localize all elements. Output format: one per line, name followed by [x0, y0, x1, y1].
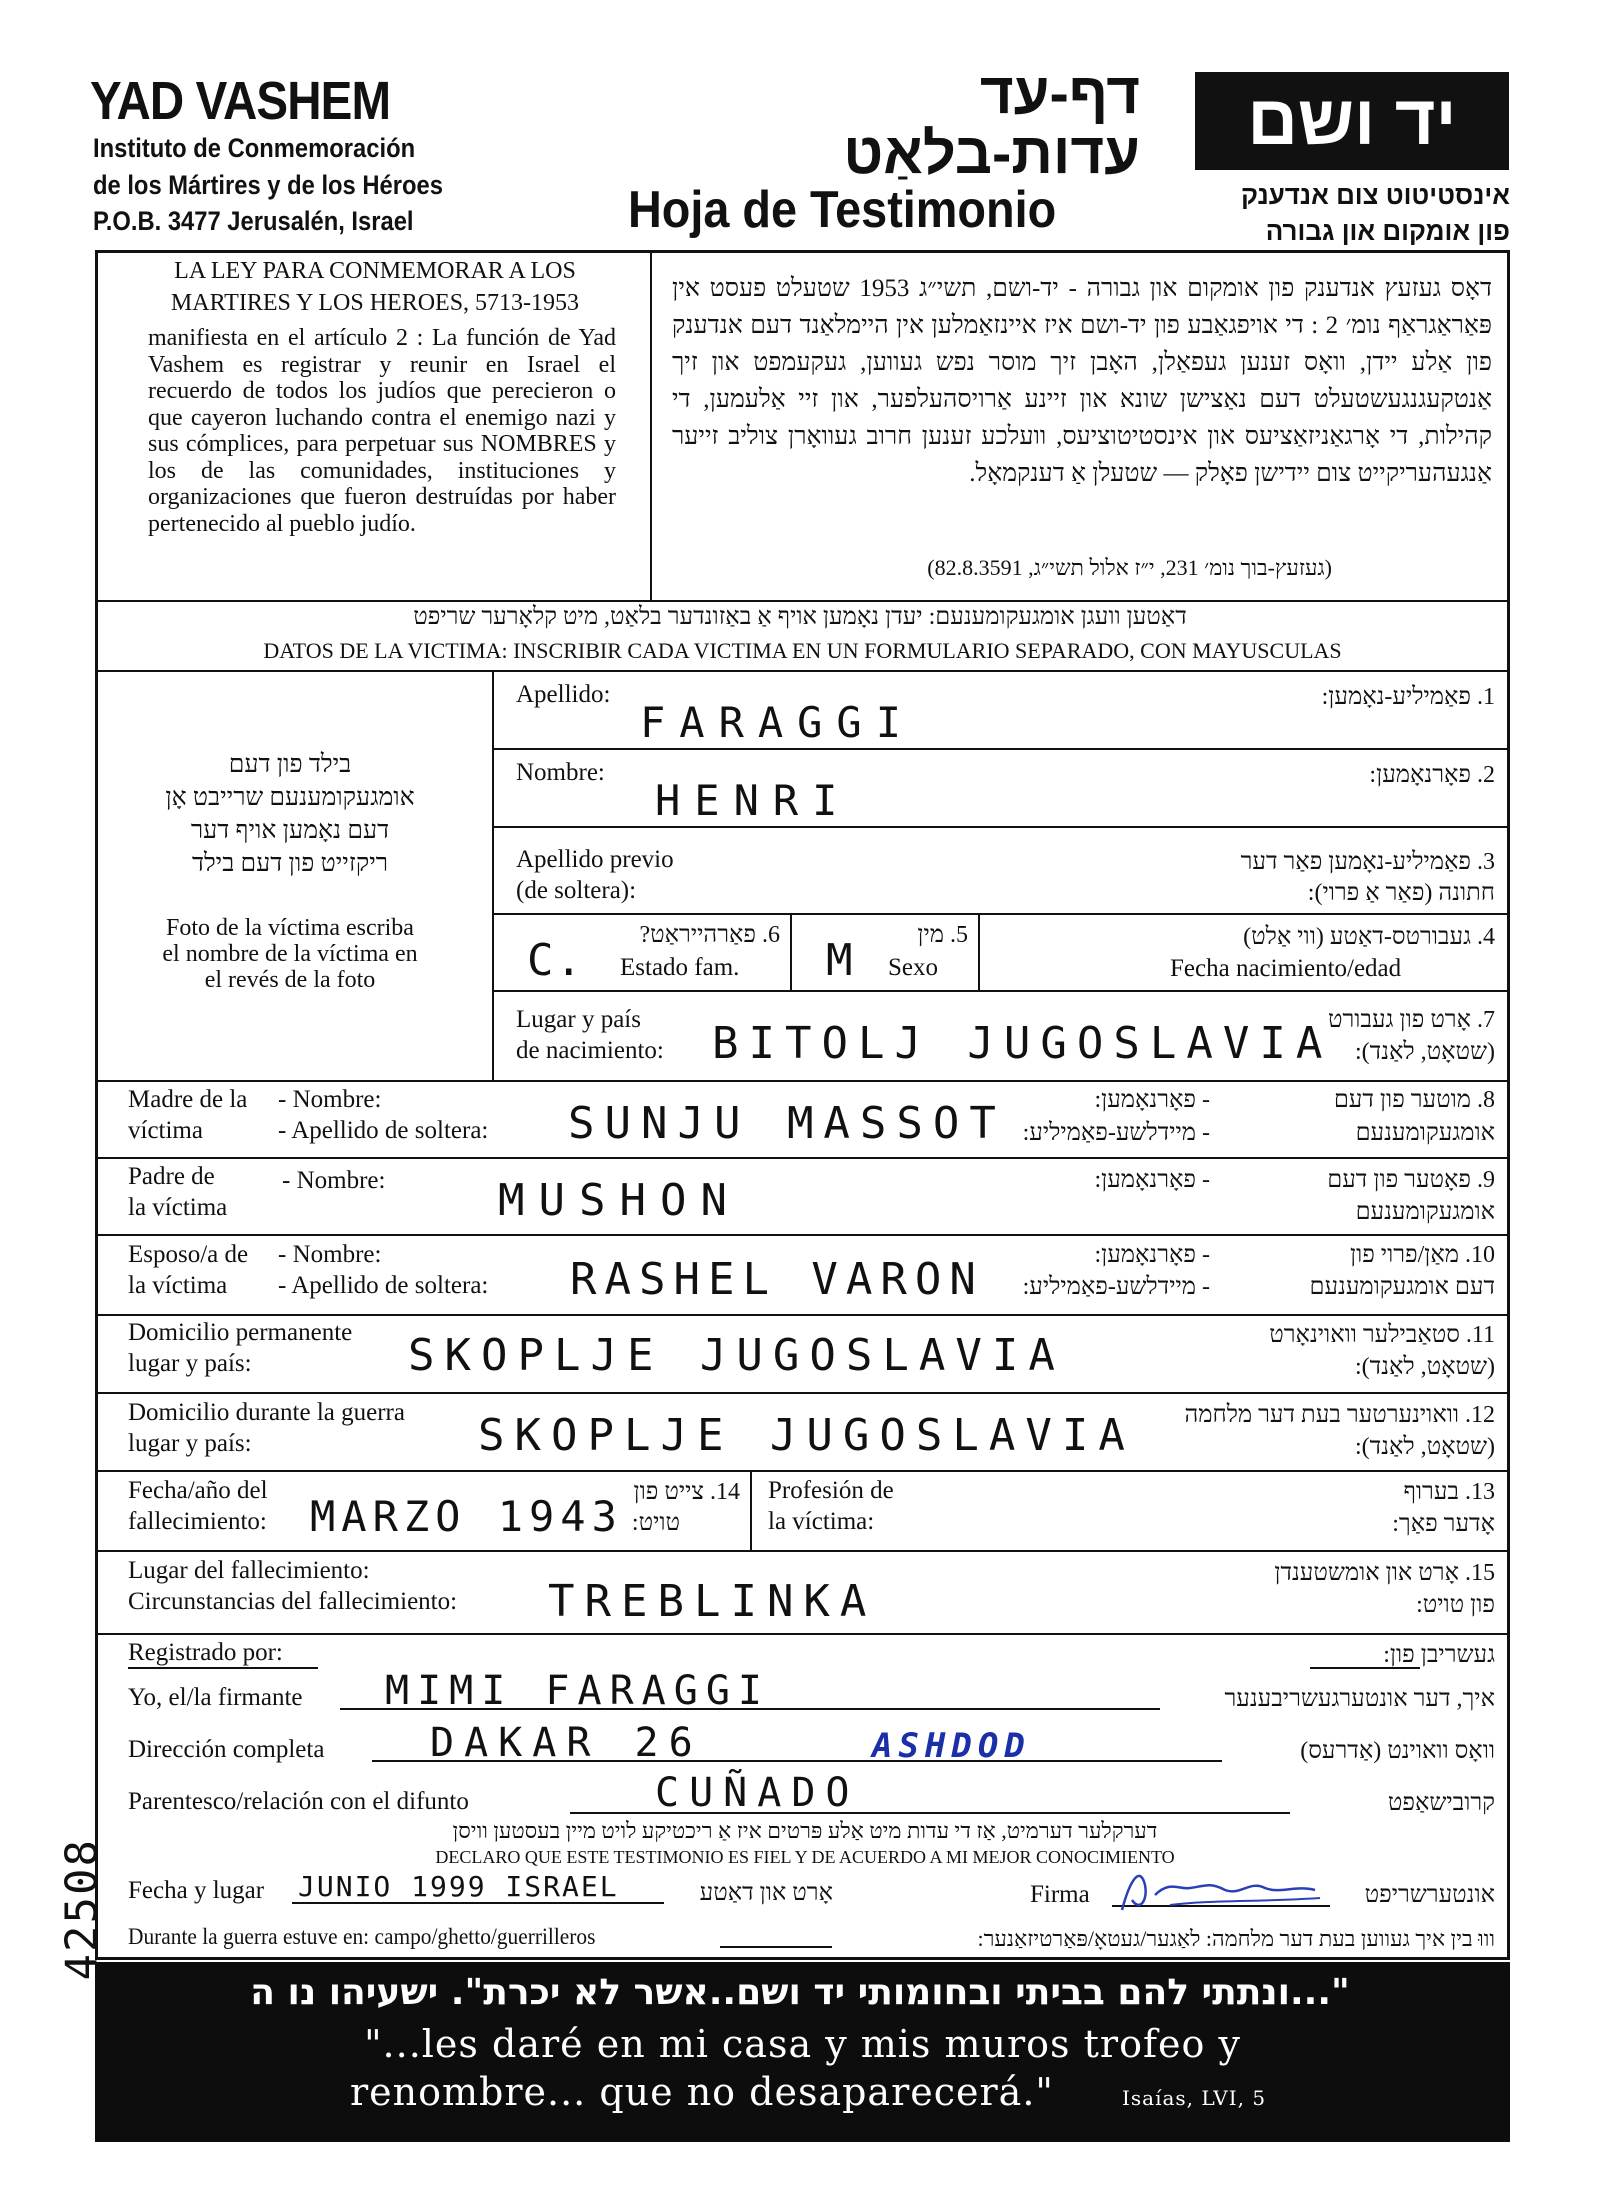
field-spouse-label-2: la víctima: [128, 1272, 228, 1299]
date-place-label: Fecha y lugar: [128, 1877, 265, 1904]
org-line-1: Instituto de Conmemoración: [93, 133, 416, 163]
field-wartime-address-label: Domicilio durante la guerra: [128, 1399, 405, 1426]
footer-quote-hebrew: "...ונתתי להם בביתי ובחומותי יד ושם..אשר לא יכרת". ישעיהו נו ה: [250, 1972, 1350, 2013]
law-text-hebrew: דאָס געזעץ אנדענק פון אומקום און גבורה - יד-ושם, תשי״ג 1953 שטעלט פעסט אין פּאַראַגראַף נומ׳ 2 : די אויפגאַבע פון יד-ושם איז איינזאַמלען אין היימלאַנד דעם אנדענק פון אַלע יידן, וואָס זענען געפאַלן, האָבן זיך מוסר נפש געווען, געקעמפט און זיך אַנטקעגנגעשטעלט דעם נאַצישן שונא און זיינע אַרויסהעלפער, און זיי אַלעמען, די קהילות, די אָרגאַניזאַציעס און אינסטיטוציעס, וועלכע זענען חרוב געוואָרן צוליב זייער אַנגעהעריקייט צום יידישן פאָלק — שטעלן אַ דענקמאָל.: [672, 275, 1492, 487]
signer-name-label: Yo, el/la firmante: [128, 1684, 303, 1711]
declaration-hebrew: דערקלער דערמיט, אַז די עדות מיט אַלע פּרטים איז אַ ריכטיקע לויט מיין בעסטען וויסן: [452, 1818, 1158, 1843]
field-death-place-value[interactable]: TREBLINKA: [548, 1576, 877, 1627]
field-mother-hebrew-1: 8. מוטער פון דעם: [1333, 1087, 1495, 1113]
field-marital-hebrew: 6. פאַרהייראַט?: [639, 922, 780, 948]
photo-instructions-hebrew: בילד פון דעם אומגעקומענעם שרייבט אָן דעם נאָמען אויף דער ריקזייט פון דעם בילד: [165, 751, 415, 877]
field-mother-value[interactable]: SUNJU MASSOT: [568, 1098, 1006, 1149]
field-permanent-address-hebrew-2: (שטאָט, לאַנד):: [1354, 1354, 1495, 1380]
field-father-label-2: la víctima: [128, 1194, 228, 1221]
field-death-date-value[interactable]: MARZO 1943: [310, 1492, 623, 1541]
field-birthplace-hebrew-2: (שטאָט, לאַנד):: [1354, 1039, 1495, 1065]
field-permanent-address-value[interactable]: SKOPLJE JUGOSLAVIA: [408, 1330, 1065, 1381]
page-title: Hoja de Testimonio: [628, 181, 1057, 239]
field-death-date-hebrew-1: 14. צייט פון: [633, 1479, 740, 1505]
field-firstname-value[interactable]: HENRI: [655, 776, 852, 825]
field-permanent-address-label-2: lugar y país:: [128, 1350, 252, 1377]
law-heading-1: LA LEY PARA CONMEMORAR A LOS: [174, 258, 576, 284]
logo-subtitle-2: פון אומקום און גבורה: [1265, 216, 1510, 246]
field-spouse-hebrew-1: 10. מאַן/פרוי פון: [1349, 1242, 1495, 1268]
field-profession-label-2: la víctima:: [768, 1508, 875, 1535]
field-firstname-label-hebrew: 2. פאָרנאָמען:: [1369, 762, 1495, 788]
field-sex-hebrew: 5. מין: [917, 922, 968, 948]
war-location-hebrew: וווּ בין איך געווען בעת דער מלחמה: לאַגער/געטאָ/פּאַרטיזאַנער:: [977, 1926, 1495, 1951]
title-hebrew-1: דף-עד: [979, 61, 1140, 126]
field-mother-maiden-hebrew: - מיידלשע-פאַמיליע:: [1022, 1120, 1210, 1146]
field-spouse-maiden-hebrew: - מיידלשע-פאַמיליע:: [1022, 1274, 1210, 1300]
field-mother-name-label: - Nombre:: [278, 1086, 382, 1113]
relation-hebrew: קרובישאַפט: [1387, 1790, 1495, 1816]
victim-instructions-hebrew: דאַטען וועגן אומגעקומענעם: יעדן נאָמען אויף אַ באַזונדער בלאַט, מיט קלאָרער שריפט: [413, 604, 1187, 630]
field-previous-surname-label-2: (de soltera):: [516, 877, 637, 904]
field-previous-surname-hebrew-2: חתונה (פאַר אַ פרוי):: [1307, 880, 1495, 906]
field-mother-label-2: víctima: [128, 1117, 203, 1144]
org-name: YAD VASHEM: [90, 71, 391, 131]
field-surname-label-hebrew: 1. פאַמיליע-נאָמען:: [1321, 684, 1495, 710]
footer-quote-line-2: renombre... que no desaparecerá.": [350, 2070, 1054, 2114]
field-birthplace-hebrew-1: 7. אָרט פון געבורט: [1327, 1007, 1495, 1033]
field-profession-hebrew-2: אָדער פאַך:: [1392, 1511, 1495, 1537]
field-father-hebrew-2: אומגעקומענעם: [1355, 1199, 1495, 1225]
field-spouse-name-label: - Nombre:: [278, 1241, 382, 1268]
field-sex-label: Sexo: [888, 954, 938, 981]
field-surname-value[interactable]: FARAGGI: [640, 698, 916, 747]
signer-name-value[interactable]: MIMI FARAGGI: [385, 1668, 770, 1714]
field-birthplace-value[interactable]: BITOLJ JUGOSLAVIA: [712, 1018, 1333, 1069]
photo-instructions: Foto de la víctima escriba el nombre de la víctima en el revés de la foto: [162, 915, 418, 993]
field-death-place-hebrew-2: פון טויט:: [1416, 1592, 1495, 1618]
field-mother-name-hebrew: - פאָרנאָמען:: [1094, 1087, 1210, 1113]
field-permanent-address-label: Domicilio permanente: [128, 1319, 353, 1346]
field-previous-surname-label: Apellido previo: [516, 846, 674, 873]
field-wartime-address-value[interactable]: SKOPLJE JUGOSLAVIA: [478, 1410, 1135, 1461]
field-spouse-hebrew-2: דעם אומגעקומענעם: [1309, 1274, 1495, 1300]
signer-name-hebrew: איך, דער אונטערגעשריבענער: [1224, 1686, 1495, 1712]
field-father-label: Padre de: [128, 1163, 215, 1190]
address-hebrew: וואָס וואוינט (אַדרעס): [1300, 1738, 1495, 1764]
field-father-value[interactable]: MUSHON: [498, 1175, 741, 1226]
field-profession-label: Profesión de: [768, 1477, 894, 1504]
field-wartime-address-label-2: lugar y país:: [128, 1430, 252, 1457]
field-death-date-hebrew-2: טויט:: [631, 1510, 680, 1536]
registrant-title: Registrado por:: [128, 1639, 283, 1666]
field-father-name-label: - Nombre:: [282, 1167, 386, 1194]
law-text: manifiesta en el artículo 2 : La función de Yad Vashem es registrar y reunir en Israel el recuerdo de todos los judíos que perecieron o que cayeron luchando contra el enemigo nazi y sus cómplices, para perpetuar sus NOMBRES y los de las comunidades, instituciones y organizaciones que fueron destruídas por haber pertenecido al pueblo judío.: [148, 325, 616, 537]
victim-instructions: DATOS DE LA VICTIMA: INSCRIBIR CADA VICTIMA EN UN FORMULARIO SEPARADO, CON MAYUSCULAS: [263, 638, 1342, 663]
field-surname-label: Apellido:: [516, 681, 611, 708]
registrant-title-hebrew: געשריבן פון:: [1383, 1642, 1495, 1668]
org-line-2: de los Mártires y de los Héroes: [93, 170, 443, 200]
field-wartime-address-hebrew-2: (שטאָט, לאַנד):: [1354, 1434, 1495, 1460]
signature: [1110, 1860, 1330, 1920]
law-heading-2: MARTIRES Y LOS HEROES, 5713-1953: [170, 290, 580, 316]
signature-hebrew: אונטערשריפט: [1364, 1882, 1495, 1908]
field-father-hebrew-1: 9. פאָטער פון דעם: [1327, 1167, 1495, 1193]
field-birthdate-hebrew: 4. געבורטס-דאַטע (ווי אַלט): [1243, 924, 1495, 950]
field-father-name-hebrew: - פאָרנאָמען:: [1094, 1167, 1210, 1193]
field-death-date-label: Fecha/año del: [128, 1477, 268, 1504]
field-profession-hebrew-1: 13. בערוף: [1403, 1479, 1495, 1505]
field-birthplace-label: Lugar y país: [516, 1006, 641, 1033]
field-marital-value[interactable]: C.: [527, 935, 584, 986]
field-firstname-label: Nombre:: [516, 759, 605, 786]
field-spouse-value[interactable]: RASHEL VARON: [570, 1254, 984, 1305]
yad-vashem-logo: יד ושם: [1195, 72, 1509, 170]
field-mother-hebrew-2: אומגעקומענעם: [1355, 1120, 1495, 1146]
field-death-date-label-2: fallecimiento:: [128, 1508, 267, 1535]
field-mother-label: Madre de la: [128, 1086, 248, 1113]
field-death-circumstances-label: Circunstancias del fallecimiento:: [128, 1588, 458, 1615]
footer-quote-line-1: "...les daré en mi casa y mis muros trofeo y: [364, 2022, 1241, 2066]
margin-reference-number: 42508: [56, 1838, 108, 1981]
field-sex-value[interactable]: M: [826, 935, 867, 986]
field-mother-maiden-label: - Apellido de soltera:: [278, 1117, 489, 1144]
law-citation-hebrew: (געזעץ-בוך נומ׳ 231, י״ז אלול תשי״ג, 82.8.3591): [927, 555, 1332, 580]
field-previous-surname-hebrew-1: 3. פאַמיליע-נאָמען פאַר דער: [1240, 849, 1495, 875]
org-address: P.O.B. 3477 Jerusalén, Israel: [93, 206, 414, 236]
date-place-value[interactable]: JUNIO 1999 ISRAEL: [298, 1870, 619, 1903]
field-death-place-hebrew-1: 15. אָרט און אומשטענדן: [1274, 1560, 1495, 1586]
field-death-place-label: Lugar del fallecimiento:: [128, 1557, 370, 1584]
field-spouse-name-hebrew: - פאָרנאָמען:: [1094, 1242, 1210, 1268]
field-wartime-address-hebrew-1: 12. וואוינערטער בעת דער מלחמה: [1184, 1402, 1495, 1428]
address-label: Dirección completa: [128, 1736, 325, 1763]
relation-value[interactable]: CUÑADO: [655, 1770, 860, 1816]
field-birthplace-label-2: de nacimiento:: [516, 1037, 664, 1064]
declaration: DECLARO QUE ESTE TESTIMONIO ES FIEL Y DE ACUERDO A MI MEJOR CONOCIMIENTO: [435, 1847, 1175, 1867]
field-marital-label: Estado fam.: [620, 954, 740, 981]
field-birthdate-label: Fecha nacimiento/edad: [1170, 955, 1402, 982]
relation-label: Parentesco/relación con el difunto: [128, 1788, 469, 1815]
title-hebrew-2: עדות-בלאַט: [843, 121, 1140, 186]
signature-label: Firma: [1030, 1881, 1090, 1908]
war-location-label: Durante la guerra estuve en: campo/ghetto/guerrilleros: [128, 1924, 596, 1949]
field-spouse-label: Esposo/a de: [128, 1241, 249, 1268]
address-value[interactable]: DAKAR 26: [430, 1720, 703, 1766]
address-city-value[interactable]: ASHDOD: [872, 1726, 1031, 1766]
footer-citation: Isaías, LVI, 5: [1122, 2086, 1267, 2110]
field-spouse-maiden-label: - Apellido de soltera:: [278, 1272, 489, 1299]
field-permanent-address-hebrew-1: 11. סטאַבילער וואוינאָרט: [1269, 1322, 1495, 1348]
logo-subtitle-1: אינסטיטוט צום אנדענק: [1241, 180, 1510, 210]
date-place-hebrew: אָרט און דאַטע: [699, 1880, 833, 1906]
